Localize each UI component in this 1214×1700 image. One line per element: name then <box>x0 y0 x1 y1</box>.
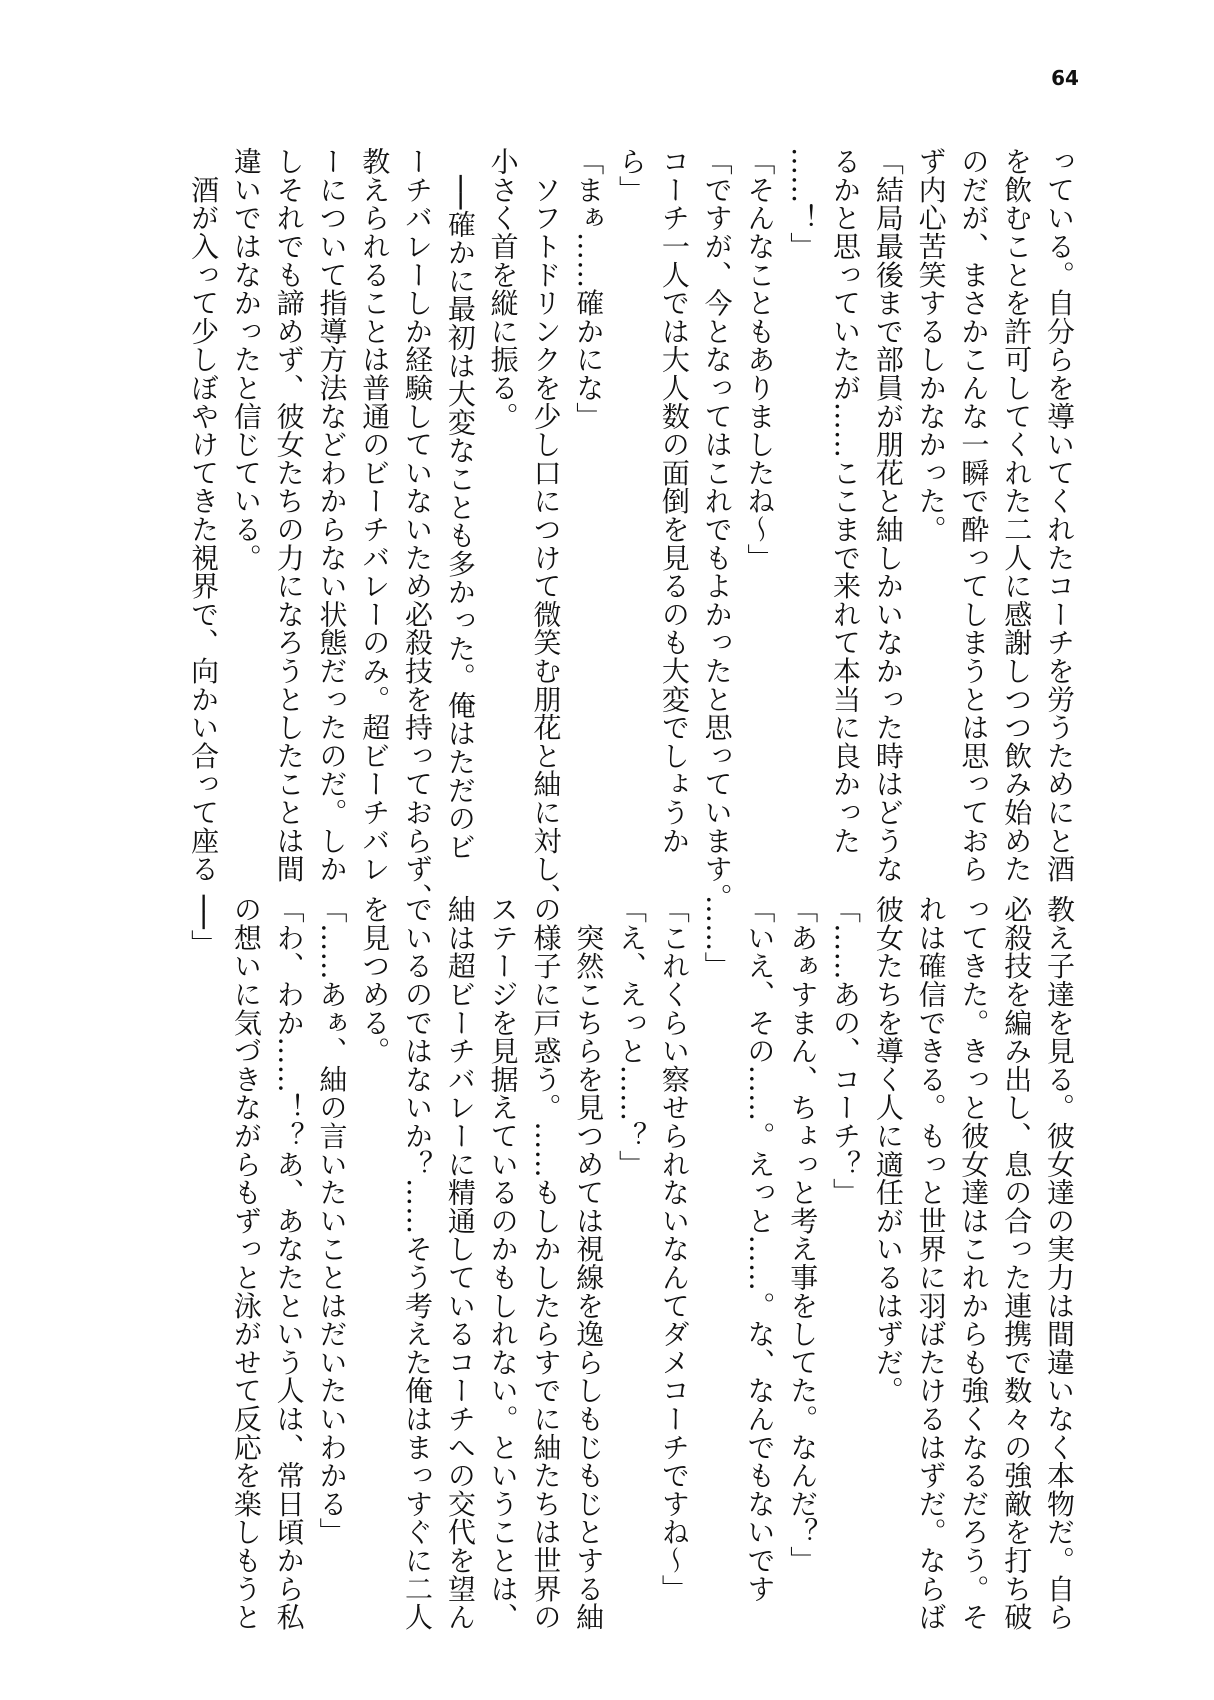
text-line: 「……あぁ、紬の言いたいことはだいたいわかる」 <box>315 895 349 1546</box>
text-line: ーチバレーしか経験していないため必殺技を持っておらず、 <box>401 147 435 912</box>
text-line: 「わ、わか……！？あ、あなたという人は、常日頃から私 <box>272 895 306 1631</box>
text-line: 「いえ、その……。えっと……。な、なんでもないです <box>743 895 777 1603</box>
text-line: 「そんなこともありましたね～」 <box>743 147 777 572</box>
text-line: 「ですが、今となってはこれでもよかったと思っています。 <box>700 147 734 912</box>
text-line: ステージを見据えているのかもしれない。ということは、 <box>486 895 520 1631</box>
text-line: を見つめる。 <box>358 895 392 1065</box>
text-line: ら」 <box>615 147 649 204</box>
text-line: 紬は超ビーチバレーに精通しているコーチへの交代を望ん <box>443 895 477 1631</box>
text-line: ……」 <box>700 895 734 980</box>
text-line: ──確かに最初は大変なことも多かった。俺はただのビ <box>443 147 477 861</box>
text-line: しそれでも諦めず、彼女たちの力になろうとしたことは間 <box>272 147 306 883</box>
text-line: 小さく首を縦に振る。 <box>486 147 520 430</box>
lower-text-block <box>187 895 1080 1631</box>
text-line: コーチ一人では大人数の面倒を見るのも大変でしょうか <box>657 147 691 855</box>
text-line: 教えられることは普通のビーチバレーのみ。超ビーチバレ <box>358 147 392 883</box>
text-line: 教え子達を見る。彼女達の実力は間違いなく本物だ。自ら <box>1043 895 1076 1631</box>
text-line: の様子に戸惑う。……もしかしたらすでに紬たちは世界の <box>529 895 563 1631</box>
text-line: るかと思っていたが……ここまで来れて本当に良かった <box>829 147 863 855</box>
text-line: 「……あの、コーチ？」 <box>829 895 863 1207</box>
text-line: 「え、えっと……？」 <box>615 895 649 1178</box>
text-line: ってきた。きっと彼女達はこれからも強くなるだろう。そ <box>957 895 991 1631</box>
text-line: 酒が入って少しぼやけてきた視界で、向かい合って座る <box>187 147 221 883</box>
text-line: ……！」 <box>786 147 820 261</box>
text-line: を飲むことを許可してくれた二人に感謝しつつ飲み始めた <box>1000 147 1034 883</box>
text-line: の想いに気づきながらもずっと泳がせて反応を楽しもうと <box>229 895 263 1631</box>
text-line: 彼女たちを導く人に適任がいるはずだ。 <box>871 895 905 1405</box>
text-line: ──」 <box>187 895 221 958</box>
text-line: 必殺技を編み出し、息の合った連携で数々の強敵を打ち破 <box>1000 895 1034 1631</box>
text-line: ソフトドリンクを少し口につけて微笑む朋花と紬に対し、 <box>529 147 563 912</box>
text-line: でいるのではないか？……そう考えた俺はまっすぐに二人 <box>401 895 435 1631</box>
text-line: っている。自分らを導いてくれたコーチを労うためにと酒 <box>1043 147 1076 883</box>
text-line: 「これくらい察せられないなんてダメコーチですね～」 <box>657 895 691 1603</box>
text-line: ーについて指導方法などわからない状態だったのだ。しか <box>315 147 349 883</box>
text-line: 「結局最後まで部員が朋花と紬しかいなかった時はどうな <box>871 147 905 883</box>
text-line: 「まぁ……確かにな」 <box>572 147 606 430</box>
upper-text-block <box>187 147 1080 912</box>
text-line: 違いではなかったと信じている。 <box>229 147 263 572</box>
text-line: 突然こちらを見つめては視線を逸らしもじもじとする紬 <box>572 895 606 1631</box>
page-number: 64 <box>1051 66 1079 90</box>
text-line: ず内心苦笑するしかなかった。 <box>914 147 948 544</box>
text-line: のだが、まさかこんな一瞬で酔ってしまうとは思っておら <box>957 147 991 883</box>
text-line: 「あぁすまん、ちょっと考え事をしてた。なんだ？」 <box>786 895 820 1575</box>
text-line: れは確信できる。もっと世界に羽ばたけるはずだ。ならば <box>914 895 948 1631</box>
